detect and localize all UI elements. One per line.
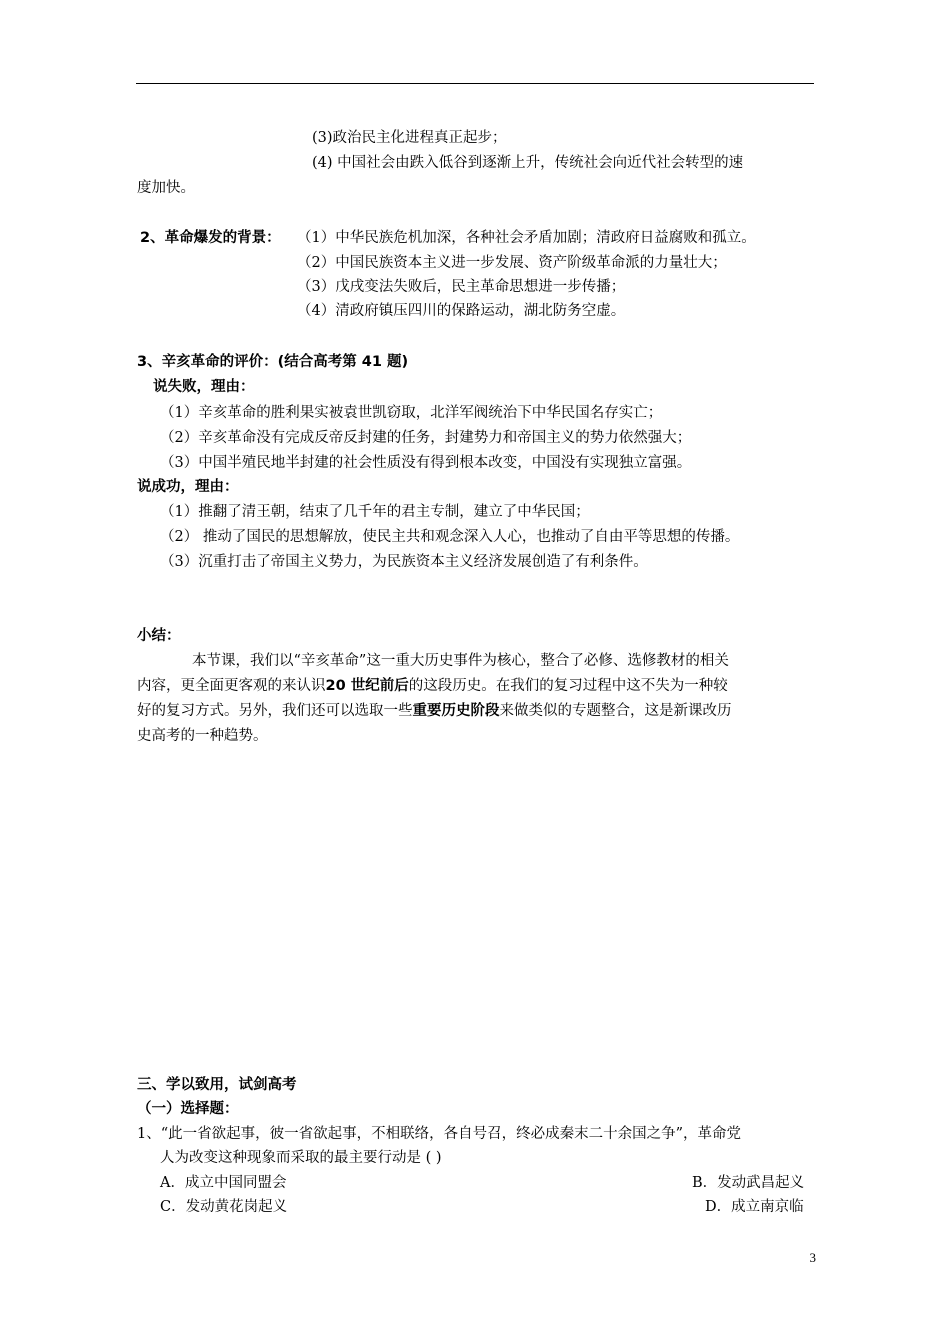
question-1-line-2: 人为改变这种现象而采取的最主要行动是 ( ) (160, 1150, 442, 1166)
success-item-1: （1）推翻了清王朝，结束了几千年的君主专制，建立了中华民国； (160, 504, 590, 520)
summary-heading: 小结： (137, 628, 181, 644)
item-4-text-line1: (4) 中国社会由跌入低谷到逐渐上升，传统社会向近代社会转型的速 (312, 155, 744, 171)
background-item-1: （1）中华民族危机加深，各种社会矛盾加剧；清政府日益腐败和孤立。 (297, 230, 756, 246)
summary-line-2-b: 的这段历史。在我们的复习过程中这不失为一种较 (408, 678, 728, 694)
summary-line-3-a: 好的复习方式。另外，我们还可以选取一些 (137, 703, 413, 719)
item-4-text-line2: 度加快。 (137, 180, 195, 196)
option-b: B．发动武昌起义 (692, 1175, 805, 1191)
background-heading: 2、革命爆发的背景： (140, 230, 281, 246)
summary-line-3-b: 来做类似的专题整合，这是新课改历 (499, 703, 732, 719)
background-item-4: （4）清政府镇压四川的保路运动，湖北防务空虚。 (297, 303, 626, 319)
summary-line-1: 本节课，我们以“辛亥革命”这一重大历史事件为核心，整合了必修、选修教材的相关 (192, 653, 729, 669)
summary-line-4: 史高考的一种趋势。 (137, 728, 268, 744)
background-item-3: （3）戊戌变法失败后，民主革命思想进一步传播； (297, 279, 626, 295)
failure-heading: 说失败，理由： (153, 379, 255, 395)
failure-item-2: （2）辛亥革命没有完成反帝反封建的任务，封建势力和帝国主义的势力依然强大； (160, 430, 692, 446)
success-item-3: （3）沉重打击了帝国主义势力，为民族资本主义经济发展创造了有利条件。 (160, 554, 648, 570)
option-c: C．发动黄花岗起义 (160, 1199, 288, 1215)
multiple-choice-heading: （一）选择题： (137, 1101, 239, 1117)
question-1-line-1: 1、“此一省欲起事，彼一省欲起事，不相联络，各自号召，终必成秦末二十余国之争”，革命党 (137, 1126, 742, 1142)
success-item-2: （2） 推动了国民的思想解放，使民主共和观念深入人心，也推动了自由平等思想的传播。 (160, 529, 740, 545)
summary-line-3 (137, 701, 732, 721)
summary-line-2-a: 内容，更全面更客观的来认识 (137, 678, 326, 694)
success-heading: 说成功，理由： (137, 479, 239, 495)
option-a: A．成立中国同盟会 (160, 1175, 287, 1191)
summary-line-2 (137, 676, 728, 696)
summary-emphasis-stages: 重要历史阶段 (412, 703, 500, 719)
summary-emphasis-20th-century: 20 世纪前后 (325, 678, 409, 694)
section-3-heading: 三、学以致用，试剑高考 (137, 1077, 297, 1093)
failure-item-1: （1）辛亥革命的胜利果实被袁世凯窃取，北洋军阀统治下中华民国名存实亡； (160, 405, 663, 421)
failure-item-3: （3）中国半殖民地半封建的社会性质没有得到根本改变，中国没有实现独立富强。 (160, 455, 692, 471)
page-number: 3 (809, 1250, 816, 1265)
evaluation-heading: 3、辛亥革命的评价：(结合高考第 41 题) (137, 354, 409, 370)
item-3-text: (3)政治民主化进程真正起步； (312, 130, 507, 146)
option-d: D．成立南京临 (705, 1199, 804, 1215)
header-rule (136, 83, 814, 84)
background-item-2: （2）中国民族资本主义进一步发展、资产阶级革命派的力量壮大； (297, 255, 727, 271)
